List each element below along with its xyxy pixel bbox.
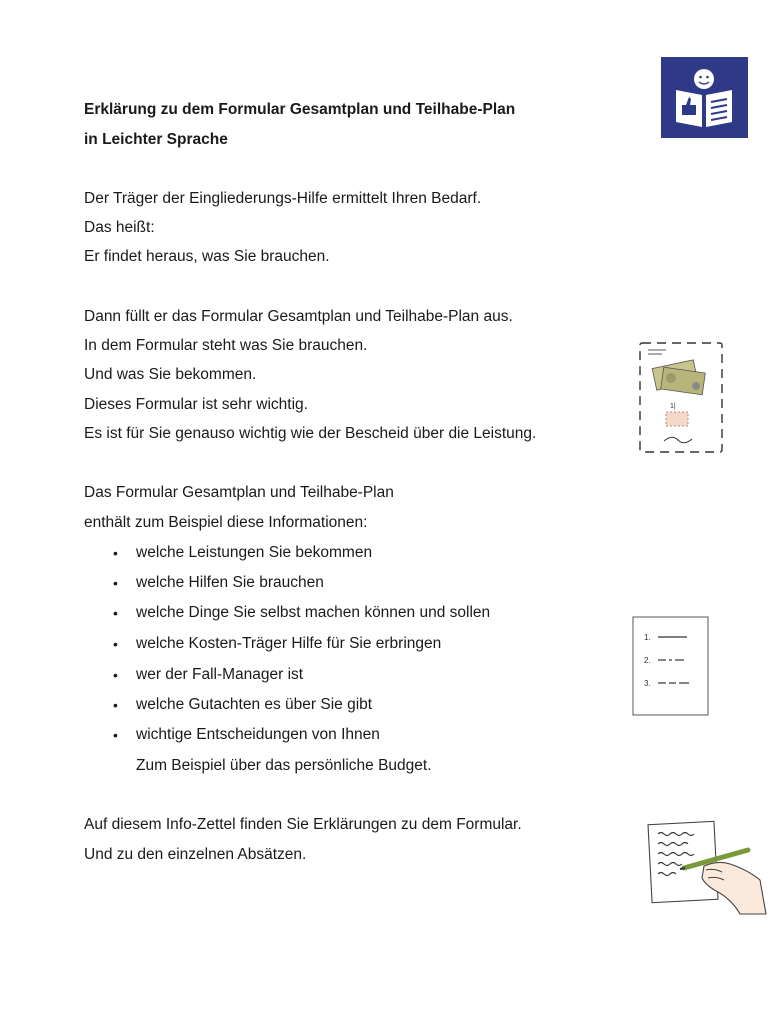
bullet-dot: • bbox=[113, 605, 118, 621]
page-title: Erklärung zu dem Formular Gesamtplan und Teilhabe-Plan bbox=[84, 101, 516, 118]
paragraph-4-line-1: Auf diesem Info-Zettel finden Sie Erklärungen zu dem Formular. bbox=[84, 816, 522, 833]
list-item: welche Hilfen Sie brauchen bbox=[136, 574, 324, 591]
paragraph-1-line-2: Das heißt: bbox=[84, 219, 155, 236]
list-item: welche Kosten-Träger Hilfe für Sie erbringen bbox=[136, 635, 442, 652]
paragraph-3-intro-1: Das Formular Gesamtplan und Teilhabe-Plan bbox=[84, 484, 394, 501]
svg-text:1|: 1| bbox=[670, 403, 676, 410]
list-icon-item-1: 1. bbox=[644, 633, 651, 642]
paragraph-3-intro-2: enthält zum Beispiel diese Informationen: bbox=[84, 514, 368, 531]
paragraph-4-line-2: Und zu den einzelnen Absätzen. bbox=[84, 846, 307, 863]
paragraph-2-line-1: Dann füllt er das Formular Gesamtplan und Teilhabe-Plan aus. bbox=[84, 308, 513, 325]
bullet-dot: • bbox=[113, 545, 118, 561]
bullet-dot: • bbox=[113, 697, 118, 713]
hand-writing-icon bbox=[644, 820, 768, 916]
paragraph-1-line-1: Der Träger der Eingliederungs-Hilfe ermittelt Ihren Bedarf. bbox=[84, 190, 482, 207]
bullet-dot: • bbox=[113, 727, 118, 743]
list-item: wer der Fall-Manager ist bbox=[136, 666, 304, 683]
bullet-dot: • bbox=[113, 575, 118, 591]
easy-language-logo-icon bbox=[661, 57, 748, 138]
list-item: welche Leistungen Sie bekommen bbox=[136, 544, 373, 561]
list-item: welche Gutachten es über Sie gibt bbox=[136, 696, 373, 713]
list-item: welche Dinge Sie selbst machen können und sollen bbox=[136, 604, 491, 621]
list-item: wichtige Entscheidungen von Ihnen bbox=[136, 726, 380, 743]
paragraph-2-line-3: Und was Sie bekommen. bbox=[84, 366, 257, 383]
list-icon-item-3: 3. bbox=[644, 679, 651, 688]
list-icon-item-2: 2. bbox=[644, 656, 651, 665]
paragraph-2-line-4: Dieses Formular ist sehr wichtig. bbox=[84, 396, 308, 413]
form-document-icon bbox=[636, 340, 726, 455]
paragraph-2-line-2: In dem Formular steht was Sie brauchen. bbox=[84, 337, 368, 354]
list-item-continuation: Zum Beispiel über das persönliche Budget. bbox=[136, 757, 432, 774]
bullet-dot: • bbox=[113, 636, 118, 652]
paragraph-1-line-3: Er findet heraus, was Sie brauchen. bbox=[84, 248, 330, 265]
numbered-list-icon bbox=[632, 616, 709, 716]
paragraph-2-line-5: Es ist für Sie genauso wichtig wie der Bescheid über die Leistung. bbox=[84, 425, 537, 442]
page-subtitle: in Leichter Sprache bbox=[84, 131, 228, 148]
bullet-dot: • bbox=[113, 667, 118, 683]
